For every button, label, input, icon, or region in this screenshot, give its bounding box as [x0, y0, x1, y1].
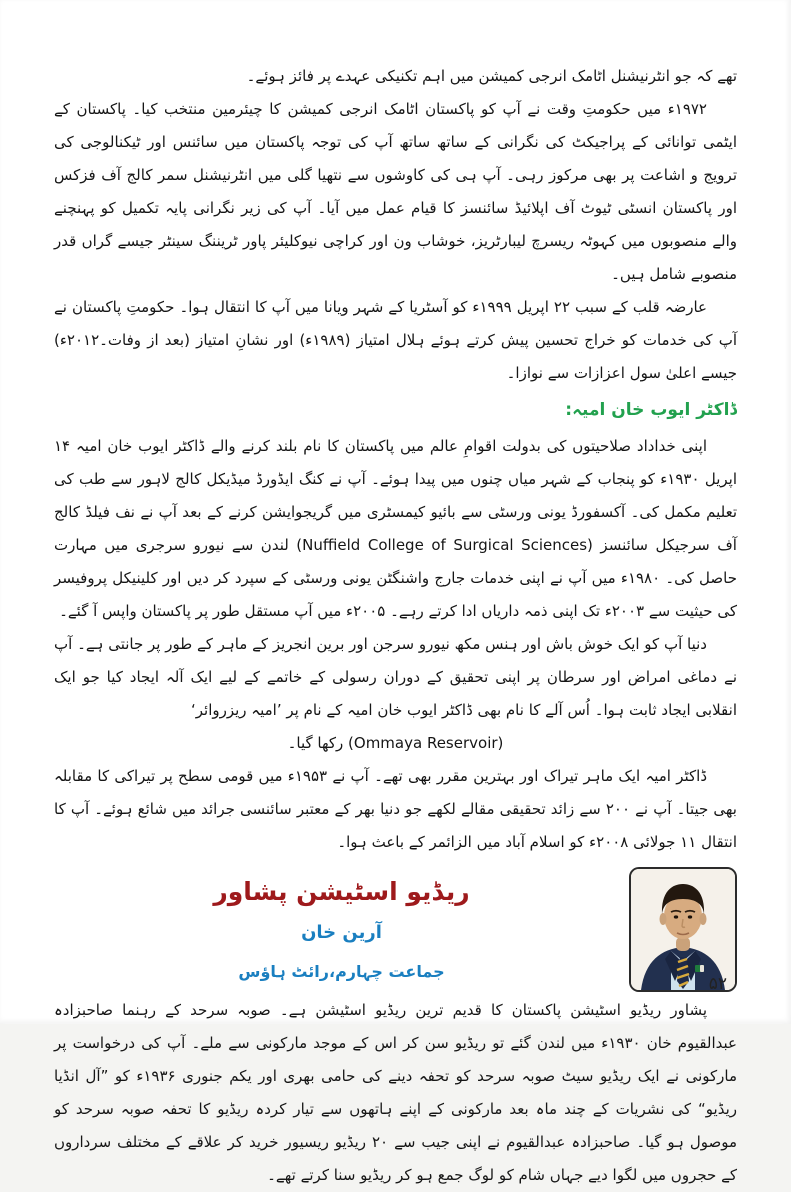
paragraph-ommaya-reservoir-line: (Ommaya Reservoir) رکھا گیا۔ [287, 734, 504, 752]
paragraph-chairman: ۱۹۷۲ء میں حکومتِ وقت نے آپ کو پاکستان اٹامک انرجی کمیشن کا چیئرمین منتخب کیا۔ پاکستان کے ایٹمی توانائی کے پراجیکٹ کی نگرانی کے ساتھ ساتھ آپ کی توجہ پاکستان میں سائنس اور ٹیکنالوجی کی ترویج و اشاعت پر بھی مرکوز رہی۔ آپ ہی کی کاوشوں سے نتھیا گلی میں انٹرنیشنل سمر کالج آف فزکس اور پاکستان انسٹی ٹیوٹ آف اپلائیڈ سائنسز کا قیام عمل میں آیا۔ آپ کی زیر نگرانی پایہ تکمیل کو پہنچنے والے منصوبوں میں کہوٹہ ریسرچ لیبارٹریز، خوشاب ون اور کراچی نیوکلیئر پاور ٹریننگ سینٹر جیسے گراں قدر منصوبے شامل ہیں۔ [54, 100, 737, 283]
section-title: ریڈیو اسٹیشن پشاور [213, 877, 470, 906]
paragraph-continuation: تھے کہ جو انٹرنیشنل اٹامک انرجی کمیشن میں اہم تکنیکی عہدے پر فائز ہوئے۔ [246, 67, 737, 85]
student-portrait-image [631, 869, 735, 990]
paragraph-radio-history: پشاور ریڈیو اسٹیشن پاکستان کا قدیم ترین ریڈیو اسٹیشن ہے۔ صوبہ سرحد کے رہنما صاحبزادہ عبدالقیوم خان ۱۹۳۰ء میں لندن گئے تو ریڈیو سن کر اس کے موجد مارکونی سے ملے۔ آپ کی درخواست پر مارکونی نے ایک ریڈیو سیٹ صوبہ سرحد کو تحفہ دینے کی حامی بھری اور یکم جنوری ۱۹۳۶ء کو ”آل انڈیا ریڈیو“ کی نشریات کے چند ماہ بعد مارکونی کے اپنے ہاتھوں سے تیار کردہ ریڈیو کا تحفہ صوبہ سرحد کو موصول ہو گیا۔ صاحبزادہ عبدالقیوم نے اپنی جیب سے ۲۰ ریڈیو ریسیور خرید کر علاقے کے مختلف سرداروں کے حجروں میں لگوا دیے جہاں شام کو لوگ جمع ہو کر ریڈیو سنا کرتے تھے۔ [54, 1001, 737, 1184]
section-title-block [54, 867, 629, 991]
subheading-dr-ayub-khan-ommaya: ڈاکٹر ایوب خان امیہ: [565, 400, 737, 420]
paragraph-ommaya-swimmer: ڈاکٹر امیہ ایک ماہر تیراک اور بہترین مقرر بھی تھے۔ آپ نے ۱۹۵۳ء میں قومی سطح پر تیراکی کا مقابلہ بھی جیتا۔ آپ نے ۲۰۰ سے زائد تحقیقی مقالے لکھے جو دنیا بھر کے معتبر سائنسی جرائد میں شائع ہوئے۔ آپ کا انتقال ۱۱ جولائی ۲۰۰۸ء کو اسلام آباد میں الزائمر کے باعث ہوا۔ [54, 767, 737, 851]
paragraph-ommaya-invention: دنیا آپ کو ایک خوش باش اور ہنس مکھ نیورو سرجن اور برین انجریز کے ماہر کے طور پر جانتی ہے۔ آپ نے دماغی امراض اور سرطان پر اپنی تحقیق کے دوران رسولی کے خاتمے کے لیے ایک آلہ ایجاد کیا جو ایک انقلابی ایجاد ثابت ہوا۔ اُس آلے کا نام بھی ڈاکٹر ایوب خان امیہ کے نام پر ’امیہ ریزروائر‘ [54, 635, 737, 719]
paragraph-ommaya-education: اپنی خداداد صلاحیتوں کی بدولت اقوامِ عالم میں پاکستان کا نام بلند کرنے والے ڈاکٹر ایوب خان امیہ ۱۴ اپریل ۱۹۳۰ء کو پنجاب کے شہر میاں چنوں میں پیدا ہوئے۔ آپ نے کنگ ایڈورڈ میڈیکل کالج لاہور سے طب کی تعلیم مکمل کی۔ آکسفورڈ یونی ورسٹی سے بائیو کیمسٹری میں گریجوایشن کرنے کے بعد آپ نے نف فیلڈ کالج آف سرجیکل سائنسز (Nuffield College of Surgical Sciences) لندن سے نیورو سرجری میں مہارت حاصل کی۔ ۱۹۸۰ء میں آپ نے اپنی خدمات جارج واشنگٹن یونی ورسٹی کے سپرد کر دیں اور کلینیکل پروفیسر کی حیثیت سے ۲۰۰۳ء تک اپنی ذمہ داریاں ادا کرتے رہے۔ ۲۰۰۵ء میں آپ مستقل طور پر پاکستان واپس آ گئے۔ [54, 437, 738, 620]
radio-peshawar-section-header [54, 867, 737, 992]
paragraph-death-awards: عارضہ قلب کے سبب ۲۲ اپریل ۱۹۹۹ء کو آسٹریا کے شہر ویانا میں آپ کا انتقال ہوا۔ حکومتِ پاکستان نے آپ کی خدمات کو خراج تحسین پیش کرتے ہوئے ہلال امتیاز (۱۹۸۹ء) اور نشانِ امتیاز (بعد از وفات۔۲۰۱۲ء) جیسے اعلیٰ سول اعزازات سے نوازا۔ [54, 298, 737, 382]
author-class-house: جماعت چہارم،رائٹ ہاؤس [238, 962, 445, 981]
author-name: آرین خان [301, 922, 382, 943]
page-number: ۵۲ [708, 974, 727, 994]
